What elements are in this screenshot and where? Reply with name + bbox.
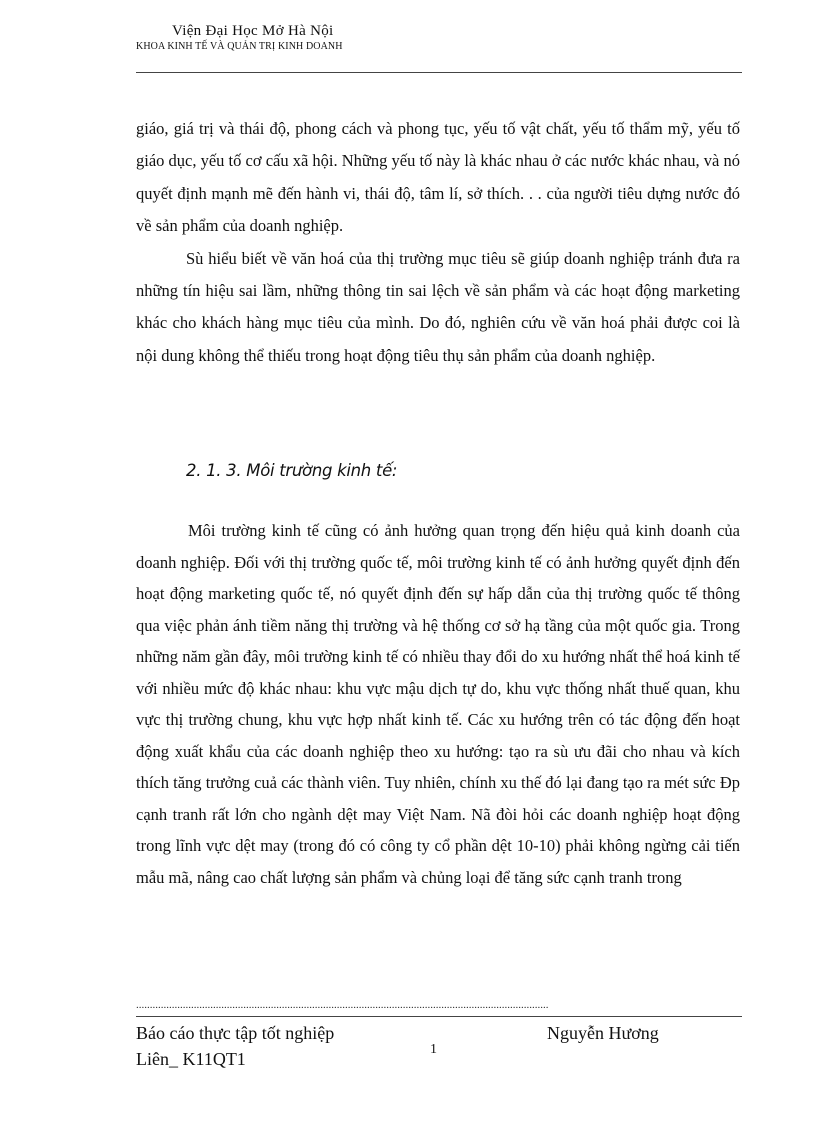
footer-left: [136, 1020, 334, 1072]
class-line: Liên_ K11QT1: [136, 1049, 246, 1069]
institution-name: Viện Đại Học Mở Hà Nội: [172, 23, 334, 39]
faculty-name: KHOA KINH TẾ VÀ QUẢN TRỊ KINH DOANH: [136, 41, 343, 52]
page-number: 1: [430, 1042, 437, 1057]
paragraph-continuation: giáo, giá trị và thái độ, phong cách và phong tục, yếu tố vật chất, yếu tố thẩm mỹ, yếu tố giáo dục, yếu tố cơ cấu xã hội. Những yếu tố này là khác nhau ở các nước khác nhau, và nó quyết định mạnh mẽ đến hành vi, thái độ, tâm lí, sở thích. . . của người tiêu dựng nước đó về sản phẩm của doanh nghiệp.: [136, 119, 740, 236]
section-body: [136, 515, 740, 893]
report-title: Báo cáo thực tập tốt nghiệp: [136, 1023, 335, 1043]
footer-dotted-line: ......................................................................................................................................................: [136, 1000, 549, 1011]
body-text: [136, 113, 740, 372]
section-heading: [186, 461, 397, 480]
paragraph-culture: Sù hiểu biết về văn hoá của thị trường mục tiêu sẽ giúp doanh nghiệp tránh đưa ra những tín hiệu sai lầm, những thông tin sai lệch về sản phẩm và các hoạt động marketing khác cho khách hàng mục tiêu của mình. Do đó, nghiên cứu về văn hoá phải được coi là nội dung không thể thiếu trong hoạt động tiêu thụ sản phẩm của doanh nghiệp.: [136, 248, 740, 365]
section-heading-text: 2. 1. 3. Môi trường kinh tế:: [186, 461, 398, 480]
header-divider: [136, 72, 742, 73]
author-name: Nguyễn Hương: [547, 1023, 659, 1043]
footer-divider: [136, 1016, 742, 1017]
page-header: [136, 22, 742, 54]
paragraph-economic-environment: Môi trường kinh tế cũng có ảnh hưởng quan trọng đến hiệu quả kinh doanh của doanh nghiệp. Đối với thị trường quốc tế, môi trường kinh tế có ảnh hưởng quyết định đến hoạt động marketing quốc tế, nó quyết định đến sự hấp dẫn của thị trường quốc tế thông qua việc phản ánh tiềm năng thị trường và hệ thống cơ sở hạ tầng của một quốc gia. Trong những năm gần đây, môi trường kinh tế có nhiều thay đổi do xu hướng nhất thể hoá kinh tế với nhiều mức độ khác nhau: khu vực mậu dịch tự do, khu vực thống nhất thuế quan, khu vực thị trường chung, khu vực hợp nhất kinh tế. Các xu hướng trên có tác động đến hoạt động xuất khẩu của các doanh nghiệp theo xu hướng: tạo ra sù ưu đãi cho nhau và kích thích tăng trưởng cuả các thành viên. Tuy nhiên, chính xu thế đó lại đang tạo ra mét sức Ðp cạnh tranh rất lớn cho ngành dệt may Việt Nam. Nã đòi hỏi các doanh nghiệp hoạt động trong lĩnh vực dệt may (trong đó có công ty cổ phần dệt 10-10) phải không ngừng cải tiến mẫu mã, nâng cao chất lượng sản phẩm và chủng loại để tăng sức cạnh tranh trong: [136, 521, 740, 887]
